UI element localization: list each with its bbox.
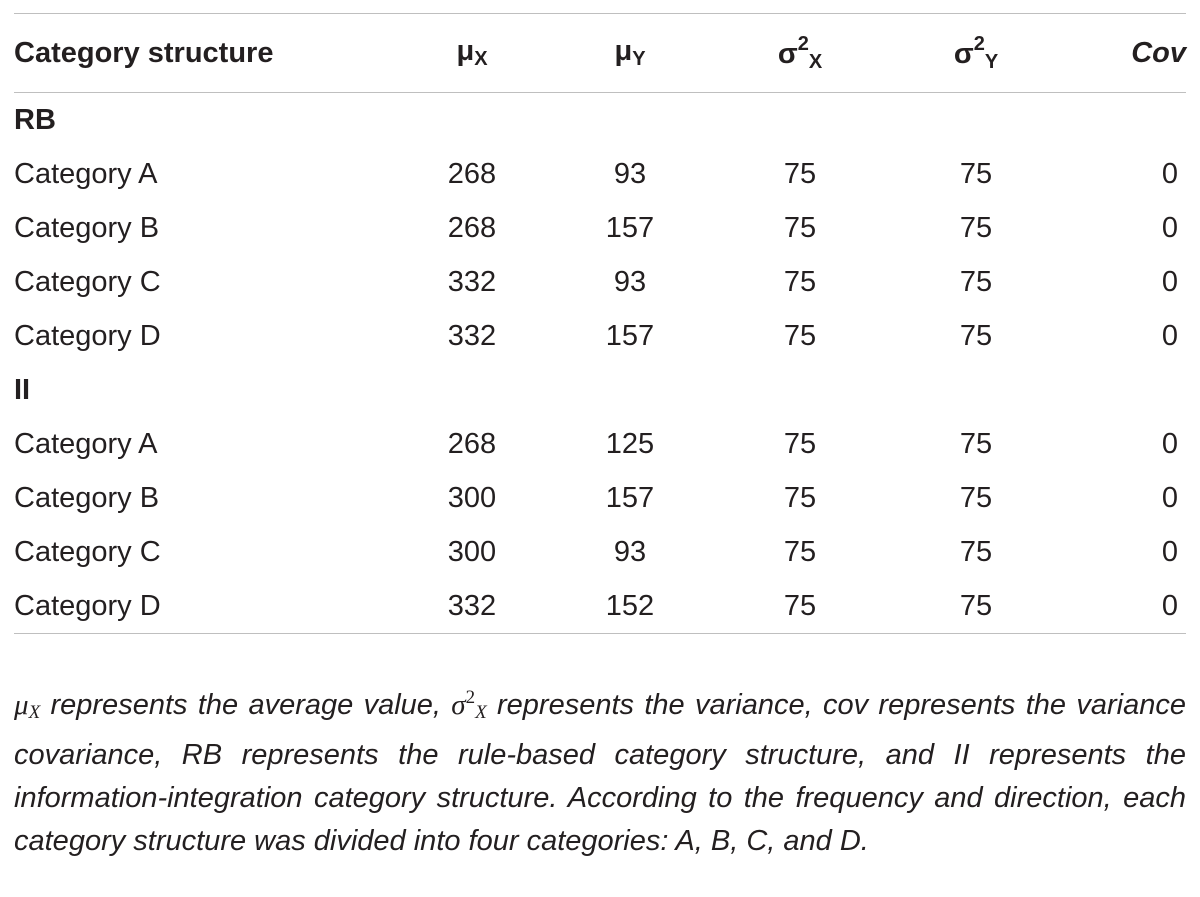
cell-category-name: Category B [14, 481, 160, 514]
cell-category-name: Category C [14, 265, 161, 298]
cell-category-name: Category C [14, 535, 161, 568]
cell-variance-x: 75 [783, 157, 817, 190]
cell-variance-y: 75 [959, 157, 993, 190]
cell-variance-y: 75 [959, 481, 993, 514]
cell-cov: 0 [1161, 481, 1178, 514]
footnote-sigma-symbol: $\sigma^2_X$ [451, 687, 487, 723]
cell-cov: 0 [1161, 589, 1178, 622]
group-label: II [14, 373, 31, 406]
cell-variance-y: 75 [959, 535, 993, 568]
table-row [14, 417, 1186, 471]
cell-variance-y: 75 [959, 265, 993, 298]
cell-variance-y: 75 [959, 589, 993, 622]
cell-category-name: Category D [14, 319, 161, 352]
group-header-row [14, 363, 1186, 417]
cell-mu-y: 157 [605, 481, 655, 514]
cell-cov: 0 [1161, 211, 1178, 244]
table-row [14, 255, 1186, 309]
cell-mu-x: 268 [447, 211, 497, 244]
cell-category-name: Category A [14, 427, 158, 460]
header-mu-x: $\mu_X$ [456, 35, 488, 70]
table-footnote [14, 676, 1186, 863]
cell-mu-x: 268 [447, 427, 497, 460]
header-category-structure: Category structure [14, 36, 274, 69]
cell-variance-x: 75 [783, 535, 817, 568]
cell-mu-y: 93 [613, 265, 647, 298]
cell-mu-y: 125 [605, 427, 655, 460]
cell-cov: 0 [1161, 427, 1178, 460]
cell-mu-x: 332 [447, 265, 497, 298]
cell-variance-y: 75 [959, 211, 993, 244]
category-structure-table [14, 14, 1186, 633]
header-mu-y: $\mu_Y$ [614, 35, 646, 70]
footnote-mu-symbol: $\mu_X$ [14, 689, 41, 723]
header-variance-x: $\sigma^2_X$ [777, 32, 823, 73]
cell-mu-x: 332 [447, 589, 497, 622]
cell-variance-x: 75 [783, 427, 817, 460]
cell-variance-x: 75 [783, 319, 817, 352]
table-row [14, 201, 1186, 255]
header-cov: Cov [1131, 36, 1186, 69]
table-row [14, 579, 1186, 633]
cell-variance-x: 75 [783, 589, 817, 622]
table-row [14, 147, 1186, 201]
table-header-row [14, 14, 1186, 92]
cell-variance-y: 75 [959, 427, 993, 460]
cell-mu-y: 93 [613, 157, 647, 190]
cell-cov: 0 [1161, 265, 1178, 298]
table-row [14, 471, 1186, 525]
cell-category-name: Category B [14, 211, 160, 244]
cell-mu-x: 332 [447, 319, 497, 352]
cell-mu-y: 157 [605, 211, 655, 244]
table-row [14, 525, 1186, 579]
cell-mu-x: 300 [447, 481, 497, 514]
table-bottom-rule [14, 633, 1186, 634]
cell-mu-y: 152 [605, 589, 655, 622]
cell-mu-y: 93 [613, 535, 647, 568]
cell-variance-x: 75 [783, 211, 817, 244]
cell-variance-x: 75 [783, 265, 817, 298]
footnote-text-part1: represents the average value, [40, 689, 452, 721]
group-label: RB [14, 103, 56, 136]
cell-mu-y: 157 [605, 319, 655, 352]
cell-variance-x: 75 [783, 481, 817, 514]
cell-category-name: Category D [14, 589, 161, 622]
cell-cov: 0 [1161, 535, 1178, 568]
table-row [14, 309, 1186, 363]
data-table-container [14, 0, 1186, 634]
cell-cov: 0 [1161, 157, 1178, 190]
cell-cov: 0 [1161, 319, 1178, 352]
header-variance-y: $\sigma^2_Y$ [953, 32, 999, 73]
group-header-row [14, 93, 1186, 147]
cell-mu-x: 268 [447, 157, 497, 190]
cell-variance-y: 75 [959, 319, 993, 352]
table-body [14, 93, 1186, 633]
footnote-text-part2: represents the variance, cov represents the variance covariance, RB represents the rule-based category structure, and II represents the information-integration category structure. According to the frequency and direction, each category structure was divided into four categories: A, B, C, and D. [14, 689, 1186, 857]
cell-category-name: Category A [14, 157, 158, 190]
cell-mu-x: 300 [447, 535, 497, 568]
